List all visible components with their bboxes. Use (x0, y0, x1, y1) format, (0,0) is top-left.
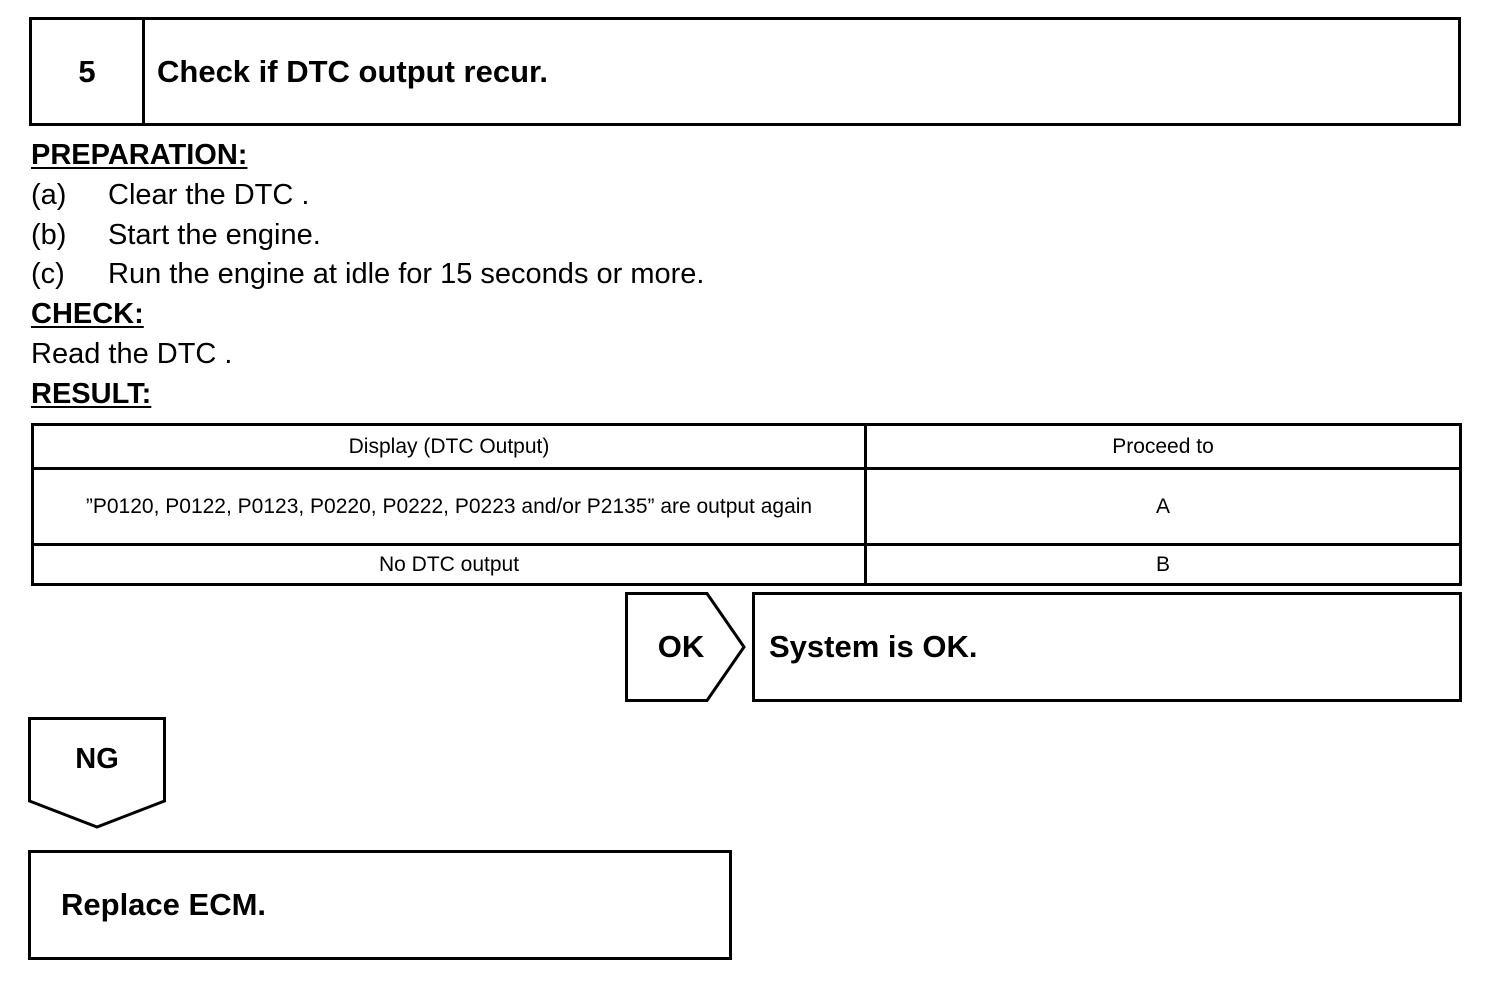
column-header-proceed: Proceed to (866, 425, 1461, 469)
table-row (33, 545, 1461, 585)
result-table (31, 423, 1462, 586)
item-text: Run the engine at idle for 15 seconds or more. (108, 258, 705, 290)
item-text: Start the engine. (108, 219, 321, 251)
table-row (33, 469, 1461, 545)
ng-result-box: Replace ECM. (28, 850, 732, 960)
preparation-item-b (31, 219, 321, 252)
table-header-row (33, 425, 1461, 469)
preparation-item-c (31, 258, 704, 291)
table-cell-proceed: A (866, 469, 1461, 545)
table-cell-display: ”P0120, P0122, P0123, P0220, P0222, P0223 and/or P2135” are output again (33, 469, 866, 545)
ok-result-box: System is OK. (752, 592, 1462, 702)
result-heading: RESULT: (31, 378, 152, 410)
step-title: Check if DTC output recur. (157, 53, 548, 89)
item-label: (b) (31, 219, 67, 251)
table-cell-proceed: B (866, 545, 1461, 585)
ok-label: OK (657, 629, 705, 664)
item-label: (a) (31, 179, 67, 211)
step-header (29, 17, 1461, 126)
preparation-item-a (31, 179, 309, 212)
ng-label: NG (75, 742, 119, 775)
item-text: Clear the DTC . (108, 179, 310, 211)
check-text: Read the DTC . (31, 338, 233, 370)
preparation-heading: PREPARATION: (31, 139, 248, 171)
check-heading: CHECK: (31, 298, 144, 330)
item-label: (c) (31, 258, 65, 290)
table-cell-display: No DTC output (33, 545, 866, 585)
step-number: 5 (32, 20, 145, 123)
column-header-display: Display (DTC Output) (33, 425, 866, 469)
